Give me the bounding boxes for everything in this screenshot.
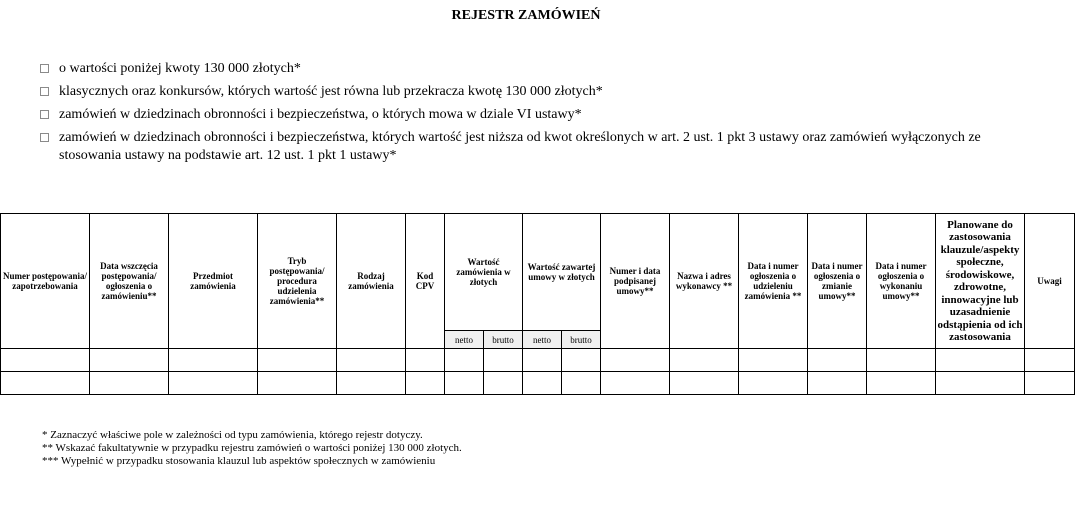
footnote: *** Wypełnić w przypadku stosowania klauzul lub aspektów społecznych w zamówieniu [42,455,436,467]
option-below-threshold[interactable] [40,60,1040,78]
table-cell[interactable] [484,372,523,395]
col-header-ogloszenie-zmiany: Data i numer ogłoszenia o zmianie umowy** [808,214,867,349]
checkbox-icon[interactable] [40,64,49,73]
col-header-wartosc-zamowienia: Wartość zamówienia w złotych [445,214,523,331]
footnote: ** Wskazać fakultatywnie w przypadku rejestru zamówień o wartości poniżej 130 000 złotych. [42,442,462,454]
option-label: o wartości poniżej kwoty 130 000 złotych* [59,61,301,76]
table-cell[interactable] [1025,372,1075,395]
table-cell[interactable] [562,349,601,372]
register-table [0,213,1075,395]
checkbox-icon[interactable] [40,87,49,96]
table-cell[interactable] [406,349,445,372]
table-cell[interactable] [337,349,406,372]
checkbox-icon[interactable] [40,133,49,142]
col-header-numer: Numer postępowania/ zapotrzebowania [1,214,90,349]
table-cell[interactable] [1,372,90,395]
sub-header-netto: netto [445,331,484,349]
table-cell[interactable] [406,372,445,395]
table-cell[interactable] [562,372,601,395]
footnote: * Zaznaczyć właściwe pole w zależności od typu zamówienia, którego rejestr dotyczy. [42,429,423,441]
table-cell[interactable] [808,372,867,395]
option-classic-contests[interactable] [40,83,1040,101]
table-cell[interactable] [601,372,670,395]
table-cell[interactable] [670,349,739,372]
table-cell[interactable] [867,372,936,395]
sub-header-brutto: brutto [484,331,523,349]
option-defence-security[interactable] [40,106,1040,124]
col-header-kod-cpv: Kod CPV [406,214,445,349]
table-cell[interactable] [936,349,1025,372]
col-header-data-wszczecia: Data wszczęcia postępowania/ ogłoszenia o zamówieniu** [90,214,169,349]
table-cell[interactable] [90,349,169,372]
table-cell[interactable] [523,349,562,372]
table-cell[interactable] [484,349,523,372]
table-cell[interactable] [601,349,670,372]
option-label: zamówień w dziedzinach obronności i bezpieczeństwa, o których mowa w dziale VI ustawy* [59,107,582,122]
table-cell[interactable] [90,372,169,395]
sub-header-brutto: brutto [562,331,601,349]
table-cell[interactable] [445,349,484,372]
col-header-uwagi: Uwagi [1025,214,1075,349]
col-header-wartosc-umowy: Wartość zawartej umowy w złotych [523,214,601,331]
table-cell[interactable] [936,372,1025,395]
table-cell[interactable] [523,372,562,395]
option-label: klasycznych oraz konkursów, których wartość jest równa lub przekracza kwotę 130 000 złotych* [59,84,603,99]
option-label: zamówień w dziedzinach obronności i bezpieczeństwa, których wartość jest niższa od kwot określonych w art. 2 ust. 1 pkt 3 ustawy oraz zamówień wyłączonych ze stosowania ustawy na podstawie art. 12 ust. 1 pkt 1 ustawy* [59,130,981,163]
col-header-wykonawca: Nazwa i adres wykonawcy ** [670,214,739,349]
col-header-ogloszenie-udzielenia: Data i numer ogłoszenia o udzieleniu zamówienia ** [739,214,808,349]
table-cell[interactable] [169,349,258,372]
table-row [1,349,1075,372]
col-header-tryb: Tryb postępowania/ procedura udzielenia zamówienia** [258,214,337,349]
sub-header-netto: netto [523,331,562,349]
table-cell[interactable] [337,372,406,395]
table-cell[interactable] [258,372,337,395]
table-cell[interactable] [739,372,808,395]
table-cell[interactable] [808,349,867,372]
table-row [1,372,1075,395]
register-type-options [40,60,1040,170]
option-defence-below-excluded[interactable] [40,129,1040,165]
table-cell[interactable] [445,372,484,395]
table-cell[interactable] [169,372,258,395]
table-cell[interactable] [1,349,90,372]
checkbox-icon[interactable] [40,110,49,119]
col-header-rodzaj: Rodzaj zamówienia [337,214,406,349]
col-header-ogloszenie-wykonania: Data i numer ogłoszenia o wykonaniu umowy** [867,214,936,349]
register-title: REJESTR ZAMÓWIEŃ [451,8,601,23]
table-cell[interactable] [1025,349,1075,372]
col-header-numer-umowy: Numer i data podpisanej umowy** [601,214,670,349]
col-header-przedmiot: Przedmiot zamówienia [169,214,258,349]
table-cell[interactable] [670,372,739,395]
table-cell[interactable] [739,349,808,372]
footnotes [42,429,462,468]
table-cell[interactable] [258,349,337,372]
col-header-klauzule: Planowane do zastosowania klauzule/aspekty społeczne, środowiskowe, zdrowotne, innowacyjne lub uzasadnienie odstąpienia od ich zastosowania [936,214,1025,349]
table-cell[interactable] [867,349,936,372]
